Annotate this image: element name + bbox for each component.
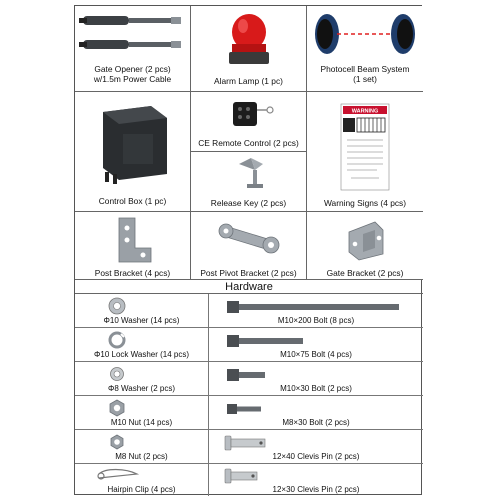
hardware-item-nut-m10 (75, 396, 209, 430)
photocell-beam-icon (307, 8, 423, 64)
nut-icon (75, 396, 209, 420)
gate-bracket-icon (307, 214, 423, 268)
hairpin-clip-label: Hairpin Clip (4 pcs) (107, 485, 176, 494)
hardware-item-bolt-m8x30 (209, 396, 423, 430)
hardware-item-bolt-m10x75 (209, 328, 423, 362)
nut-m10-label: M10 Nut (14 pcs) (110, 418, 173, 427)
warning-sign-header: WARNING (351, 108, 379, 115)
photocell-cell (307, 6, 423, 92)
washer-8-label: Φ8 Washer (2 pcs) (108, 384, 175, 393)
clevis-pin-12x40-label: 12×40 Clevis Pin (2 pcs) (272, 452, 360, 461)
short-bolt-icon (209, 362, 423, 386)
post-bracket-cell (75, 212, 191, 280)
alarm-lamp-label: Alarm Lamp (1 pc) (214, 76, 283, 86)
bolt-m8x30-label: M8×30 Bolt (2 pcs) (282, 418, 350, 427)
parts-list-sheet (74, 5, 422, 495)
alarm-lamp-icon (191, 8, 307, 74)
post-pivot-bracket-label: Post Pivot Bracket (2 pcs) (200, 268, 297, 278)
photocell-label: Photocell Beam System (320, 64, 410, 74)
small-washer-icon (75, 362, 209, 386)
control-box-icon (75, 98, 191, 194)
hardware-item-bolt-m10x30 (209, 362, 423, 396)
gate-bracket-cell (307, 212, 423, 280)
bolt-m10x30-label: M10×30 Bolt (2 pcs) (280, 384, 352, 393)
medium-bolt-icon (209, 328, 423, 352)
lock-washer-icon (75, 328, 209, 352)
hairpin-clip-icon (75, 464, 209, 486)
small-nut-icon (75, 430, 209, 454)
remote-control-label: CE Remote Control (2 pcs) (198, 138, 299, 148)
warning-signs-label: Warning Signs (4 pcs) (323, 198, 407, 208)
remote-control-icon (191, 96, 307, 136)
hardware-title: Hardware (75, 280, 423, 294)
control-box-label: Control Box (1 pc) (98, 196, 167, 206)
remote-control-cell (191, 92, 307, 152)
gate-opener-cell (75, 6, 191, 92)
release-key-cell (191, 152, 307, 212)
small-bolt-icon (209, 396, 423, 420)
gate-bracket-label: Gate Bracket (2 pcs) (326, 268, 404, 278)
photocell-sublabel: (1 set) (353, 74, 377, 84)
warning-signs-cell (307, 92, 423, 212)
clevis-pin-short-icon (209, 464, 423, 486)
post-bracket-icon (75, 214, 191, 268)
clevis-pin-12x30-label: 12×30 Clevis Pin (2 pcs) (272, 485, 360, 494)
hardware-item-hairpin-clip (75, 464, 209, 496)
control-box-cell (75, 92, 191, 212)
bolt-m10x200-label: M10×200 Bolt (8 pcs) (277, 316, 355, 325)
hardware-item-bolt-m10x200 (209, 294, 423, 328)
bolt-m10x75-label: M10×75 Bolt (4 pcs) (280, 350, 352, 359)
gate-opener-icon (75, 10, 191, 66)
post-pivot-bracket-icon (191, 214, 307, 268)
hardware-item-nut-m8 (75, 430, 209, 464)
clevis-pin-long-icon (209, 430, 423, 454)
release-key-label: Release Key (2 pcs) (210, 198, 287, 208)
washer-10-label: Φ10 Washer (14 pcs) (103, 316, 180, 325)
post-pivot-bracket-cell (191, 212, 307, 280)
hardware-item-washer-8 (75, 362, 209, 396)
nut-m8-label: M8 Nut (2 pcs) (115, 452, 168, 461)
washer-icon (75, 294, 209, 318)
post-bracket-label: Post Bracket (4 pcs) (94, 268, 171, 278)
hardware-item-washer-10 (75, 294, 209, 328)
release-key-icon (191, 154, 307, 198)
lock-washer-10-label: Φ10 Lock Washer (14 pcs) (93, 350, 189, 359)
hardware-item-clevis-pin-12x30 (209, 464, 423, 496)
warning-sign-icon (307, 96, 423, 196)
gate-opener-label: Gate Opener (2 pcs) (94, 64, 171, 74)
alarm-lamp-cell (191, 6, 307, 92)
hardware-item-clevis-pin-12x40 (209, 430, 423, 464)
gate-opener-sublabel: w/1.5m Power Cable (93, 74, 172, 84)
long-bolt-icon (209, 294, 423, 318)
hardware-item-lock-washer-10 (75, 328, 209, 362)
